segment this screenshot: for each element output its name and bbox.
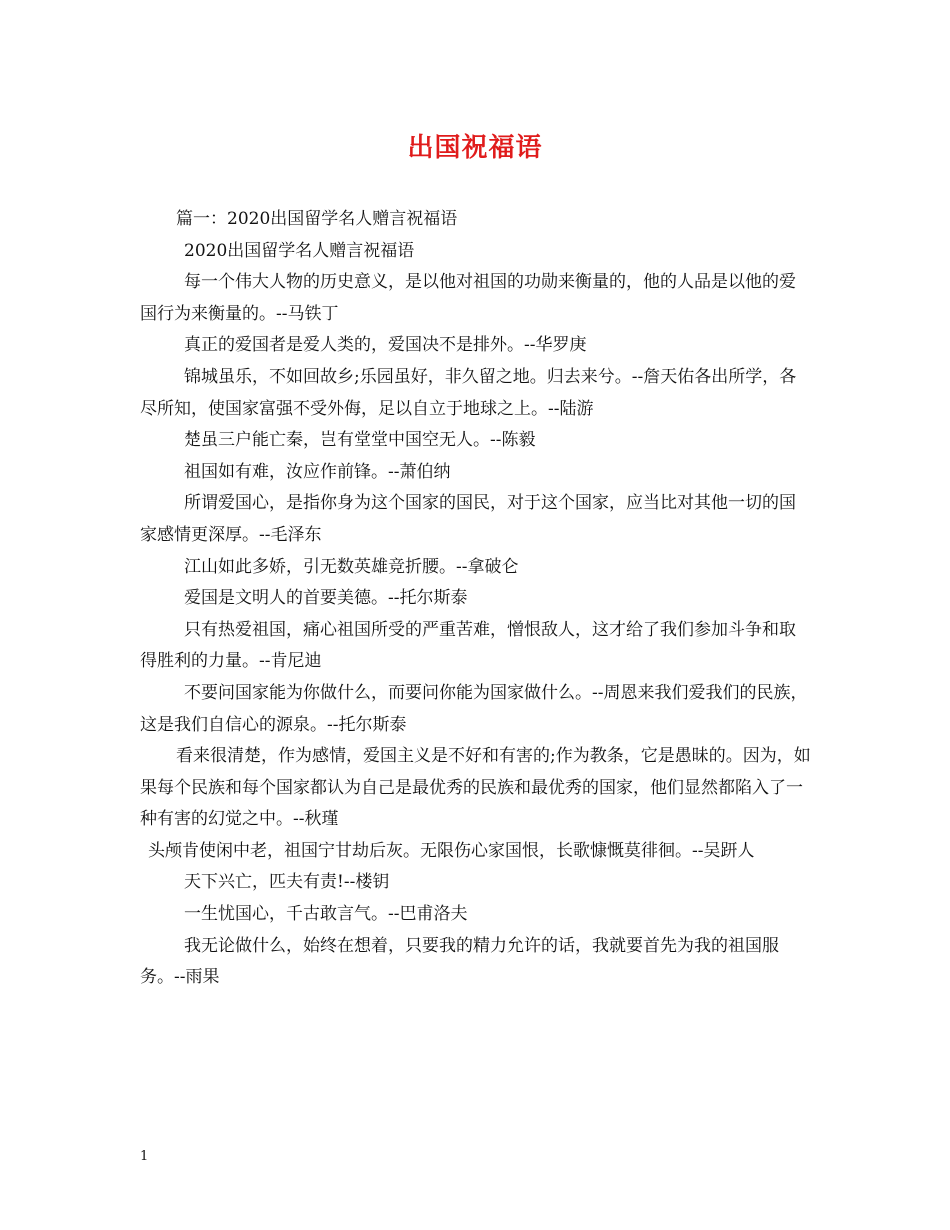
paragraph: 篇一：2020出国留学名人赠言祝福语 xyxy=(176,209,458,229)
document-body xyxy=(140,204,812,994)
document-title: 出国祝福语 xyxy=(407,133,543,163)
paragraph: 所谓爱国心，是指你身为这个国家的国民，对于这个国家，应当比对其他一切的国家感情更深厚。--毛泽东 xyxy=(140,493,796,545)
page-number: 1 xyxy=(140,1149,149,1164)
paragraph: 楚虽三户能亡秦，岂有堂堂中国空无人。--陈毅 xyxy=(184,430,536,451)
paragraph: 2020出国留学名人赠言祝福语 xyxy=(184,240,415,261)
paragraph: 爱国是文明人的首要美德。--托尔斯泰 xyxy=(184,588,468,609)
paragraph: 锦城虽乐，不如回故乡;乐园虽好，非久留之地。归去来兮。--詹天佑各出所学，各尽所知，使国家富强不受外侮，足以自立于地球之上。--陆游 xyxy=(140,366,797,419)
paragraph: 一生忧国心，千古敢言气。--巴甫洛夫 xyxy=(184,904,468,925)
paragraph: 每一个伟大人物的历史意义，是以他对祖国的功勋来衡量的，他的人品是以他的爱国行为来衡量的。--马铁丁 xyxy=(140,272,796,324)
paragraph: 不要问国家能为你做什么，而要问你能为国家做什么。--周恩来我们爱我们的民族，这是我们自信心的源泉。--托尔斯泰 xyxy=(140,682,808,735)
paragraph: 头颅肯使闲中老，祖国宁甘劫后灰。无限伤心家国恨，长歌慷慨莫徘徊。--吴趼人 xyxy=(148,840,755,861)
paragraph: 天下兴亡，匹夫有责!--楼钥 xyxy=(184,872,390,893)
paragraph: 真正的爱国者是爱人类的，爱国决不是排外。--华罗庚 xyxy=(184,335,587,356)
paragraph: 看来很清楚，作为感情，爱国主义是不好和有害的;作为教条，它是愚昧的。因为，如果每个民族和每个国家都认为自己是最优秀的民族和最优秀的国家，他们显然都陷入了一种有害的幻觉之中。--秋瑾 xyxy=(140,746,811,830)
paragraph: 祖国如有难，汝应作前锋。--萧伯纳 xyxy=(184,461,451,482)
paragraph: 我无论做什么，始终在想着，只要我的精力允许的话，我就要首先为我的祖国服务。--雨果 xyxy=(140,935,779,988)
paragraph: 只有热爱祖国，痛心祖国所受的严重苦难，憎恨敌人，这才给了我们参加斗争和取得胜利的力量。--肯尼迪 xyxy=(140,619,796,672)
paragraph: 江山如此多娇，引无数英雄竞折腰。--拿破仑 xyxy=(184,556,519,577)
